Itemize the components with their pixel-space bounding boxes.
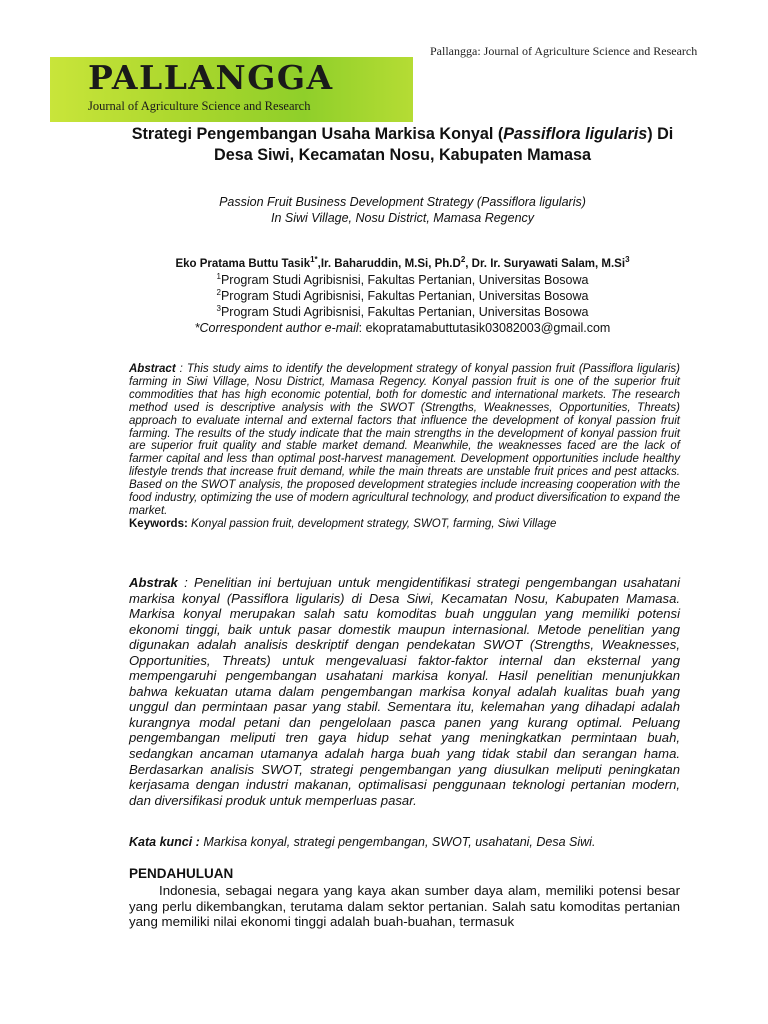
abstract-label: Abstract	[129, 363, 176, 375]
author-1-sup: 1*	[310, 255, 318, 265]
affiliation-3	[100, 304, 705, 320]
logo-subtitle: Journal of Agriculture Science and Research	[88, 99, 311, 113]
journal-logo	[50, 57, 413, 122]
abstract-indonesian	[129, 575, 680, 808]
keywords-label: Keywords:	[129, 517, 188, 530]
abstract-english	[129, 363, 680, 531]
abstract-text: : This study aims to identify the development strategy of konyal passion fruit (Passiflora ligularis) farming in Siwi Village, Nosu District, Mamasa Regency. Konyal passion fruit is one of the superior fruit commodities that has high economic potential, both for domestic and international markets. The research method used is descriptive analysis with the SWOT (Strengths, Weaknesses, Opportunities, Threats) approach to evaluate internal and external factors that influence the development of konyal passion fruit farming. The results of the study indicate that the main strengths in the development of konyal passion fruit are superior fruit quality and stable market demand. Meanwhile, the weaknesses faced are the lack of farmer capital and less than optimal post-harvest management. Development opportunities include healthy lifestyle trends that increase fruit demand, while the main threats are unstable fruit prices and pest attacks. Based on the SWOT analysis, the proposed development strategies include increasing cooperation with the food industry, optimizing the use of modern agricultural technology, and product diversification to expand the market.	[129, 363, 680, 517]
affiliation-1	[100, 272, 705, 288]
authors-block	[100, 256, 705, 336]
title-part1: Strategi Pengembangan Usaha Markisa Konyal (	[131, 125, 504, 143]
subtitle-line2: In Siwi Village, Nosu District, Mamasa Regency	[270, 210, 535, 225]
author-1: Eko Pratama Buttu Tasik	[175, 258, 311, 270]
abstrak-label: Abstrak	[129, 575, 178, 590]
kata-kunci-text: Markisa konyal, strategi pengembangan, SWOT, usahatani, Desa Siwi.	[199, 835, 596, 849]
intro-paragraph: Indonesia, sebagai negara yang kaya akan sumber daya alam, memiliki potensi besar yang perlu dikembangkan, terutama dalam sektor pertanian. Salah satu komoditas pertanian yang memiliki nilai ekonomi tinggi adalah buah-buahan, termasuk	[129, 883, 680, 930]
subtitle-line1: Passion Fruit Business Development Strategy (Passiflora ligularis)	[219, 195, 586, 209]
affiliation-3-text: Program Studi Agribisnisi, Fakultas Pertanian, Universitas Bosowa	[220, 305, 589, 319]
affiliation-1-sup: 1	[216, 271, 221, 281]
affiliation-2-text: Program Studi Agribisnisi, Fakultas Pertanian, Universitas Bosowa	[220, 289, 589, 303]
author-3: , Dr. Ir. Suryawati Salam, M.Si	[465, 258, 626, 270]
affiliation-2	[100, 288, 705, 304]
correspondent-label: *Correspondent author e-mail	[194, 321, 359, 335]
author-3-sup: 3	[625, 255, 630, 265]
affiliation-2-sup: 2	[216, 287, 221, 297]
title-part2: ) Di Desa Siwi, Kecamatan Nosu, Kabupaten Mamasa	[214, 125, 674, 164]
journal-reference: Pallangga: Journal of Agriculture Science and Research	[430, 44, 698, 58]
affiliation-3-sup: 3	[216, 303, 221, 313]
affiliation-1-text: Program Studi Agribisnisi, Fakultas Pertanian, Universitas Bosowa	[220, 273, 589, 287]
paper-title	[120, 124, 685, 166]
paper-subtitle	[120, 195, 685, 226]
correspondent	[100, 320, 705, 336]
keywords-text: Konyal passion fruit, development strategy, SWOT, farming, Siwi Village	[187, 517, 557, 530]
section-heading-pendahuluan: PENDAHULUAN	[129, 866, 234, 881]
kata-kunci	[129, 835, 680, 850]
author-names	[100, 256, 705, 272]
logo-title: PALLANGGA	[88, 58, 334, 97]
abstrak-text: : Penelitian ini bertujuan untuk mengidentifikasi strategi pengembangan usahatani markisa konyal (Passiflora ligularis) di Desa Siwi, Kecamatan Nosu, Kabupaten Mamasa. Markisa konyal merupakan salah satu komoditas buah unggulan yang memiliki potensi ekonomi tinggi, baik untuk pasar domestik maupun internasional. Metode penelitian yang digunakan adalah analisis deskriptif dengan pendekatan SWOT (Strengths, Weaknesses, Opportunities, Threats) untuk mengevaluasi faktor-faktor internal dan eksternal yang mempengaruhi pengembangan usahatani markisa konyal. Hasil penelitian menunjukkan bahwa kekuatan utama dalam pengembangan markisa konyal adalah kualitas buah yang unggul dan permintaan pasar yang stabil. Sementara itu, kelemahan yang dihadapi adalah kurangnya modal petani dan pengelolaan pasca panen yang kurang optimal. Peluang pengembangan meliputi tren gaya hidup sehat yang meningkatkan permintaan buah, sedangkan ancaman utamanya adalah harga buah yang tidak stabil dan serangan hama. Berdasarkan analisis SWOT, strategi pengembangan yang diusulkan meliputi peningkatan kerjasama dengan industri makanan, optimalisasi penggunaan teknologi pertanian modern, dan diversifikasi produk untuk memperluas pasar.	[129, 575, 680, 808]
author-2-sup: 2	[460, 255, 466, 265]
author-2: ,Ir. Baharuddin, M.Si, Ph.D	[317, 258, 461, 270]
kata-kunci-label: Kata kunci :	[129, 835, 200, 849]
correspondent-email[interactable]: : ekopratamabuttutasik03082003@gmail.com	[358, 321, 611, 335]
title-species: Passiflora ligularis	[503, 125, 648, 143]
